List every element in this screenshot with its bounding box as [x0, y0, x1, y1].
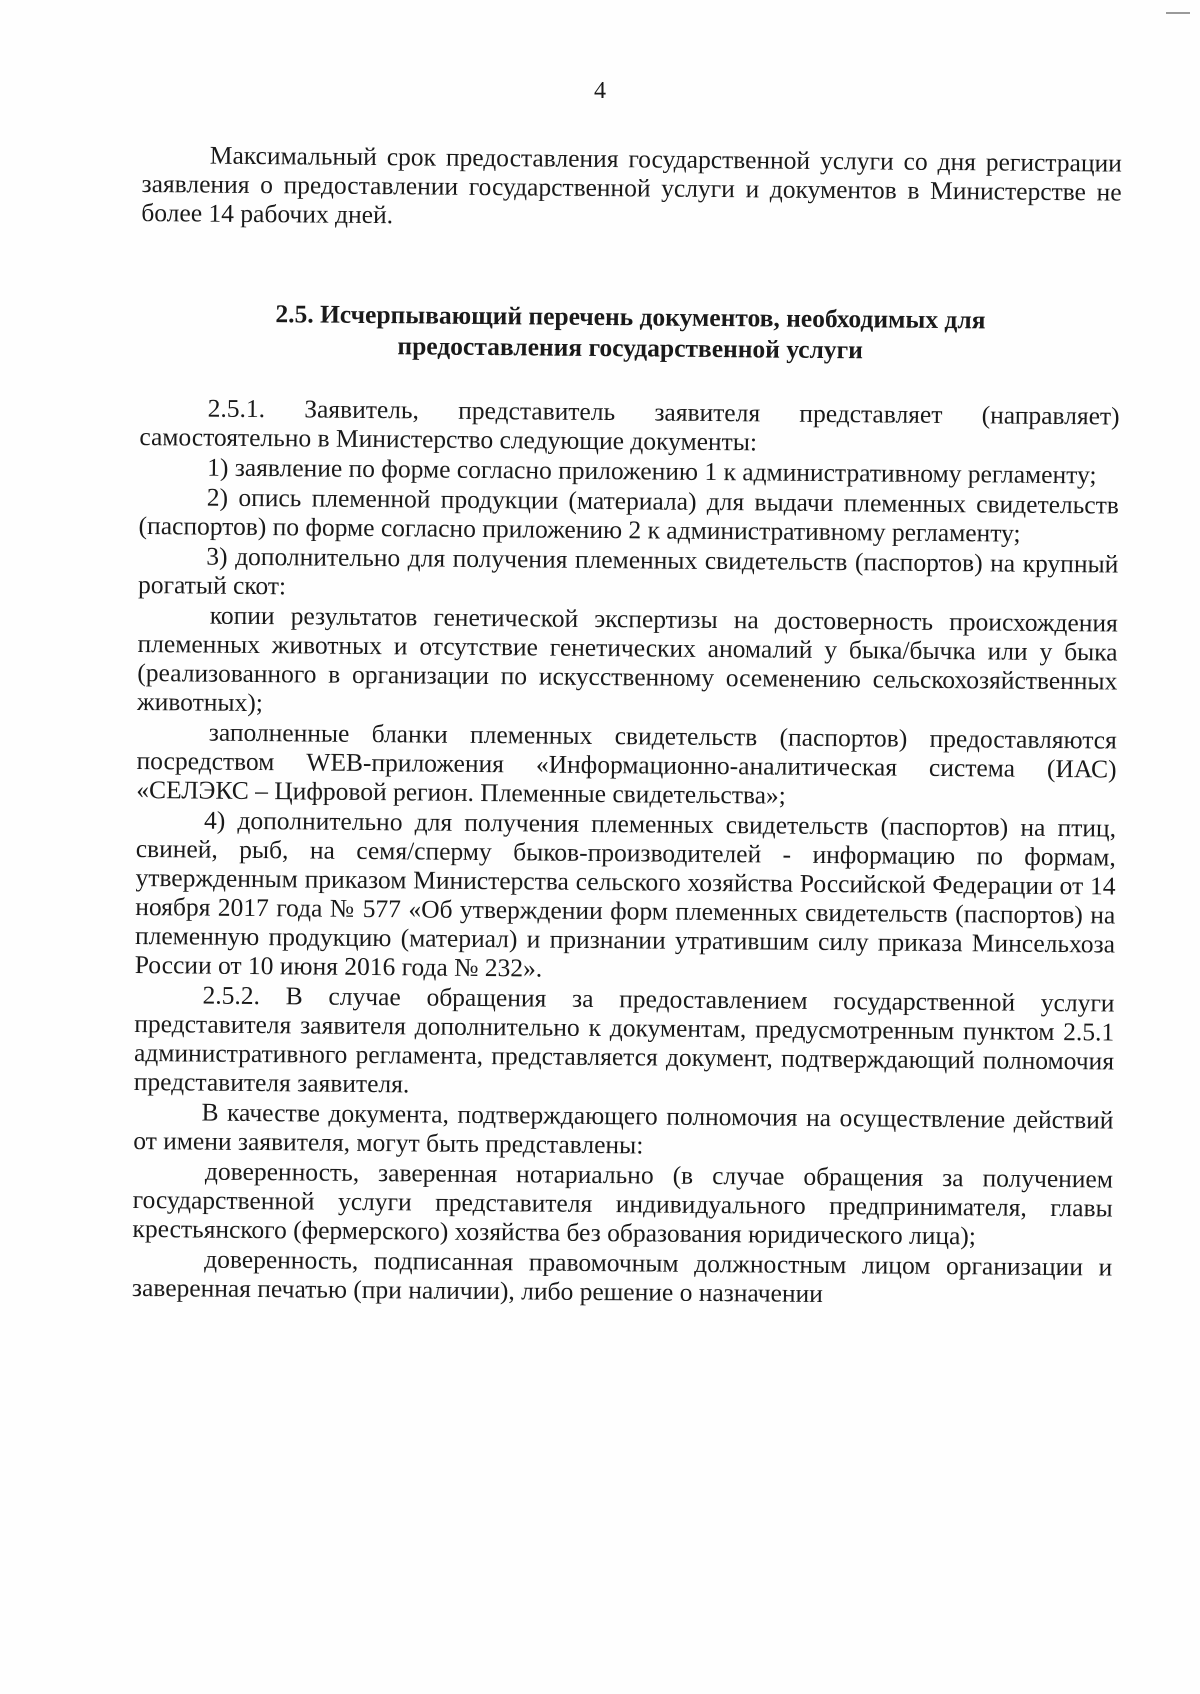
list-item-3-copies: копии результатов генетической экспертизы на достоверность происхождения племенных животных и отсутствие генетических аномалий у быка/бычка или у быка (реализованного в организации по искусственному осеменению сельскохозяйственных животных);	[136, 600, 1118, 718]
scan-corner-mark	[1166, 12, 1190, 14]
paragraph-signed-power: доверенность, подписанная правомочным должностным лицом организации и заверенная печатью (при наличии), либо решение о назначении	[131, 1244, 1113, 1308]
paragraph-max-term: Максимальный срок предоставления государственной услуги со дня регистрации заявления о предоставлении государственной услуги и документов в Министерстве не более 14 рабочих дней.	[141, 140, 1122, 230]
list-item-4: 4) дополнительно для получения племенных свидетельств (паспортов) на птиц, свиней, рыб, на семя/сперму быков-производителей - информацию по формам, утвержденным приказом Министерства сельского хозяйства Российской Федерации от 14 ноября 2017 года № 577 «Об утверждении форм племенных свидетельств (паспортов) на племенную продукцию (материал) и признании утратившим силу приказа Минсельхоза России от 10 июня 2016 года № 232».	[134, 805, 1117, 983]
section-heading	[140, 297, 1121, 368]
paragraph-2-5-2: 2.5.2. В случае обращения за предоставлением государственной услуги представителя заявителя дополнительно к документам, предусмотренным пунктом 2.5.1 административного регламента, представляется документ, подтверждающий полномочия представителя заявителя.	[133, 980, 1115, 1099]
list-item-3-forms: заполненные бланки племенных свидетельств (паспортов) предоставляются посредством WEB-приложения «Информационно-аналитическая система (ИАС) «СЕЛЭКС – Цифровой регион. Племенные свидетельства»;	[136, 717, 1117, 810]
section-heading-line-1: 2.5. Исчерпывающий перечень документов, необходимых для	[275, 299, 986, 335]
paragraph-2-5-1: 2.5.1. Заявитель, представитель заявителя представляет (направляет) самостоятельно в Министерство следующие документы:	[139, 393, 1120, 457]
section-heading-line-2: предоставления государственной услуги	[397, 331, 864, 365]
paragraph-authority-docs: В качестве документа, подтверждающего полномочия на осуществление действий от имени заявителя, могут быть представлены:	[133, 1097, 1114, 1160]
document-body	[132, 140, 1122, 1312]
paragraph-notarized-power: доверенность, заверенная нотариально (в случае обращения за получением государственной услуги представителя индивидуального предпринимателя, главы крестьянского (фермерского) хозяйства без образования юридического лица);	[132, 1156, 1114, 1251]
list-item-3: 3) дополнительно для получения племенных свидетельств (паспортов) на крупный рогатый скот:	[137, 541, 1119, 601]
list-item-1: 1) заявление по форме согласно приложению 1 к административному регламенту;	[207, 452, 1097, 490]
page-number: 4	[594, 78, 606, 104]
list-item-2: 2) опись племенной продукции (материала) для выдачи племенных свидетельств (паспортов) по форме согласно приложению 2 к административному регламенту;	[138, 482, 1119, 548]
